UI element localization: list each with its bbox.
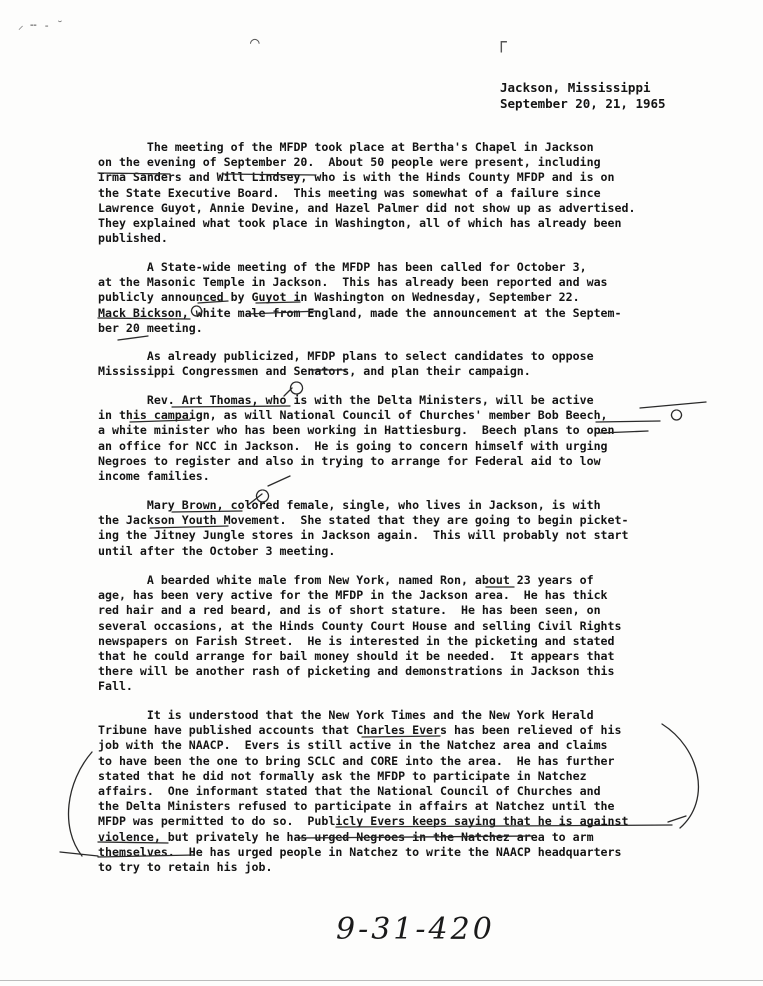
paragraph-brown [98,498,678,559]
text-line: several occasions, at the Hinds County Court House and selling Civil Rights [98,618,622,633]
paragraph-evers [98,708,678,875]
text-line: MFDP was permitted to do so. Publicly Evers keeps saying that he is against [98,814,629,829]
text-line: Lawrence Guyot, Annie Devine, and Hazel Palmer did not show up as advertised. [98,200,636,215]
text-line: in this campaign, as will National Council of Churches' member Bob Beech, [98,408,608,423]
text-line: the State Executive Board. This meeting was somewhat of a failure since [98,185,601,200]
text-line: violence, but privately he has urged Negroes in the Natchez area to arm [98,829,594,844]
text-line: newspapers on Farish Street. He is interested in the picketing and stated [98,633,615,648]
text-line: published. [98,231,168,246]
paragraph-thomas [98,393,678,484]
punch-mark-right: ┌ [496,32,507,53]
text-line: a white minister who has been working in Hattiesburg. Beech plans to open [98,423,615,438]
text-line: themselves. He has urged people in Natchez to write the NAACP headquarters [98,844,622,859]
dateline-dates: September 20, 21, 1965 [500,96,666,111]
text-line: an office for NCC in Jackson. He is going to concern himself with urging [98,438,608,453]
dateline [500,80,666,112]
handwritten-file-number: 9-31-420 [336,912,495,947]
text-line: It is understood that the New York Times and the New York Herald [98,708,594,722]
text-line: until after the October 3 meeting. [98,543,336,558]
text-line: the Delta Ministers refused to participate in affairs at Natchez until the [98,799,615,814]
text-line: Rev. Art Thomas, who is with the Delta Ministers, will be active [98,393,594,407]
text-line: red hair and a red beard, and is of short stature. He has been seen, on [98,603,601,618]
text-line: job with the NAACP. Evers is still active in the Natchez area and claims [98,738,608,753]
text-line: Mary Brown, colored female, single, who lives in Jackson, is with [98,498,601,512]
bracket-left-evers [69,752,92,856]
text-line: ber 20 meeting. [98,320,203,335]
paragraph-statewide-meeting [98,260,678,336]
text-line: Fall. [98,679,133,694]
text-line: at the Masonic Temple in Jackson. This has already been reported and was [98,275,608,290]
text-line: there will be another rash of picketing and demonstrations in Jackson this [98,664,615,679]
text-line: age, has been very active for the MFDP in the Jackson area. He has thick [98,588,608,603]
text-line: affairs. One informant stated that the National Council of Churches and [98,784,601,799]
text-line: The meeting of the MFDP took place at Bertha's Chapel in Jackson [98,140,594,154]
scan-artifact-mark: ⸝ ╌ ‐ ˘ [18,19,64,32]
text-line: Mississippi Congressmen and Senators, and plan their campaign. [98,364,531,379]
paragraph-candidates [98,349,678,379]
text-line: Negroes to register and also in trying to arrange for Federal aid to low [98,453,601,468]
text-line: They explained what took place in Washington, all of which has already been [98,216,622,231]
text-line: that he could arrange for bail money should it be needed. It appears that [98,649,615,664]
tick-mark-bottom-left [60,852,98,856]
dateline-place: Jackson, Mississippi [500,80,651,95]
text-line: the Jackson Youth Movement. She stated that they are going to begin picket- [98,513,629,528]
text-line: Mack Bickson, white male from England, made the announcement at the Septem- [98,305,622,320]
text-line: A bearded white male from New York, named Ron, about 23 years of [98,573,594,587]
text-line: to try to retain his job. [98,860,273,875]
text-line: ing the Jitney Jungle stores in Jackson again. This will probably not start [98,528,629,543]
text-line: income families. [98,469,210,484]
punch-mark-left: ⌒ [250,32,260,51]
text-line: Tribune have published accounts that Charles Evers has been relieved of his [98,723,622,738]
text-line: As already publicized, MFDP plans to select candidates to oppose [98,349,594,363]
text-line: to have been the one to bring SCLC and CORE into the area. He has further [98,753,615,768]
page-bottom-edge [0,980,763,981]
paragraph-ron [98,573,678,695]
text-line: A State-wide meeting of the MFDP has been called for October 3, [98,260,587,274]
text-line: on the evening of September 20. About 50 people were present, including [98,155,601,170]
text-line: Irma Sanders and Will Lindsey, who is with the Hinds County MFDP and is on [98,170,615,185]
strike-september-20 [118,336,148,340]
text-line: stated that he did not formally ask the MFDP to participate in Natchez [98,768,587,783]
text-line: publicly announced by Guyot in Washington on Wednesday, September 22. [98,290,580,305]
paragraph-meeting [98,140,678,246]
